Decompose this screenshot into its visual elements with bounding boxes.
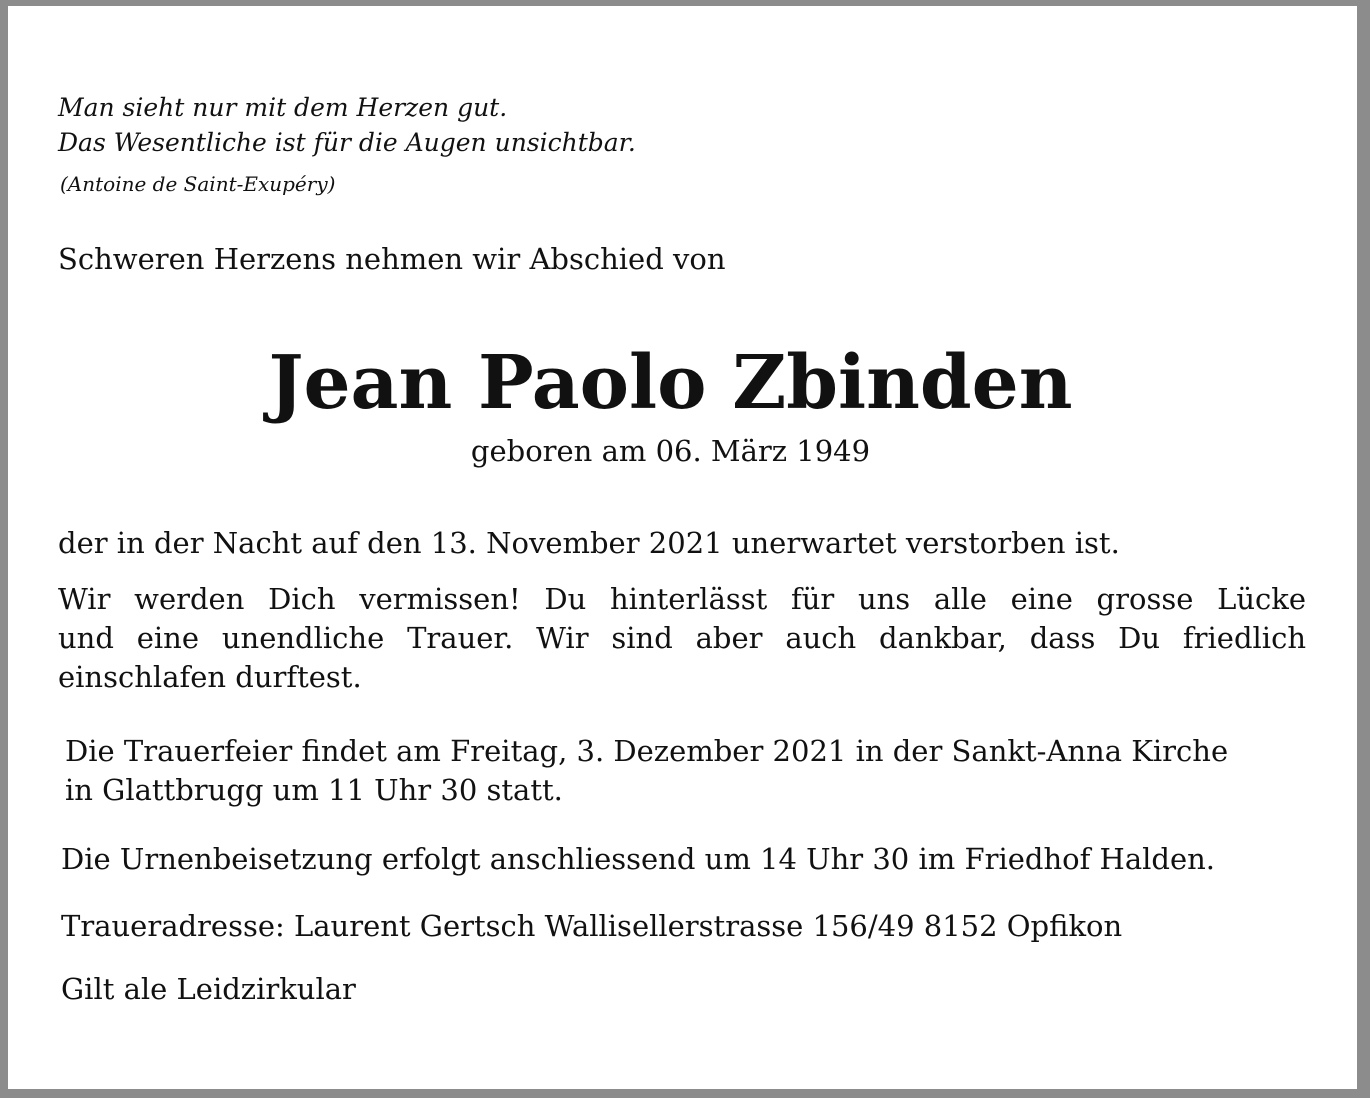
birth-date: geboren am 06. März 1949 <box>470 434 871 468</box>
funeral-line: in Glattbrugg um 11 Uhr 30 statt. <box>65 773 563 807</box>
intro-text: Schweren Herzens nehmen wir Abschied von <box>58 242 726 276</box>
quote-line: Man sieht nur mit dem Herzen gut. <box>58 93 508 122</box>
mourning-address: Traueradresse: Laurent Gertsch Wallisellerstrasse 156/49 8152 Opfikon <box>61 909 1123 943</box>
urn-burial-info: Die Urnenbeisetzung erfolgt anschliessend um 14 Uhr 30 im Friedhof Halden. <box>61 842 1216 876</box>
message-line: und eine unendliche Trauer. Wir sind aber auch dankbar, dass Du friedlich <box>58 621 1306 655</box>
message-line: Wir werden Dich vermissen! Du hinterlässt für uns alle eine grosse Lücke <box>58 582 1306 616</box>
quote <box>58 90 636 160</box>
obituary-page <box>8 6 1357 1089</box>
death-notice: der in der Nacht auf den 13. November 2021 unerwartet verstorben ist. <box>58 526 1120 560</box>
funeral-info <box>65 732 1228 810</box>
funeral-line: Die Trauerfeier findet am Freitag, 3. Dezember 2021 in der Sankt-Anna Kirche <box>65 734 1229 768</box>
circular-note: Gilt ale Leidzirkular <box>61 972 356 1006</box>
deceased-name: Jean Paolo Zbinden <box>268 340 1073 426</box>
message-line: einschlafen durftest. <box>58 660 362 694</box>
quote-line: Das Wesentliche ist für die Augen unsichtbar. <box>58 128 636 157</box>
quote-author: (Antoine de Saint-Exupéry) <box>60 172 336 196</box>
farewell-message <box>58 580 1306 697</box>
